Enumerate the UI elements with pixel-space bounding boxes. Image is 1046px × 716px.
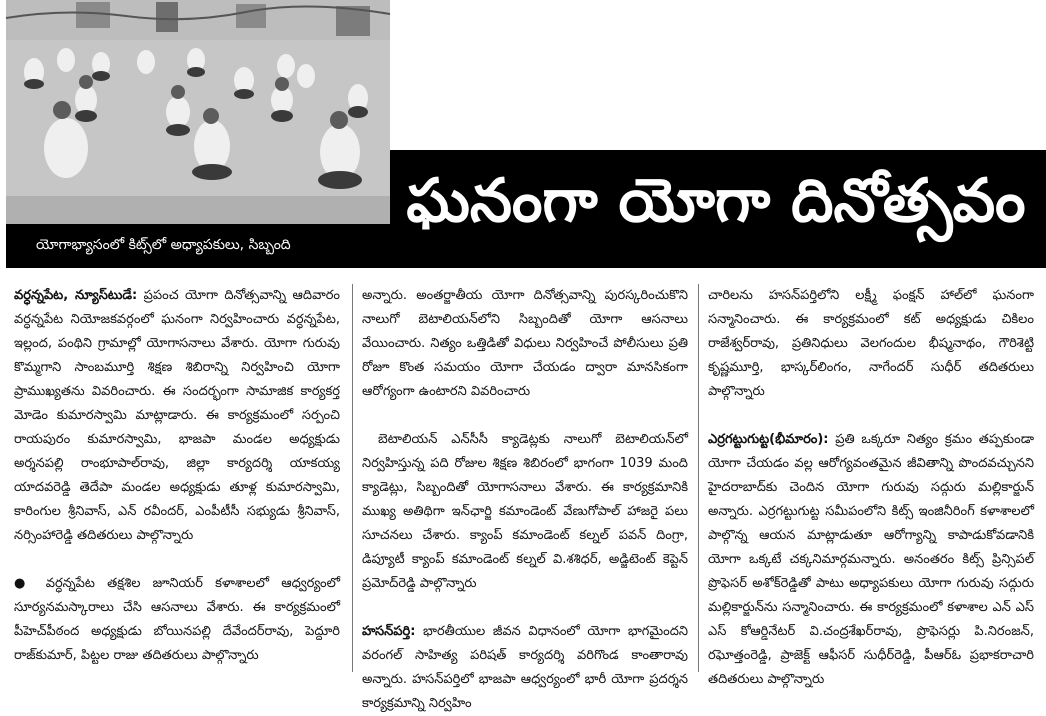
paragraph-text: ప్రపంచ యోగా దినోత్సవాన్ని ఆదివారం వర్ధన్నపేట నియోజకవర్గంలో ఘనంగా నిర్వహించారు వర్ధన్నపేట, ఇల్లంద, పంథిని గ్రామాల్లో యోగాసనాలు వేశారు. యోగా గురువు కొమ్మగాని సాంబమూర్తి శిక్షణ శిబిరాన్ని నిర్వహించి యోగా ప్రాముఖ్యతను వివరించారు. ఈ సందర్భంగా సామాజిక కార్యకర్త మోడెం కుమారస్వామి మాట్లాడారు. ఈ కార్యక్రమంలో సర్పంచి రాయపురం కుమారస్వామి, భాజపా మండల అధ్యక్షుడు అర్శనపల్లి రాంభూపాల్‌రావు, జిల్లా కార్యదర్శి యాకయ్య యాదవరెడ్డి తెదేపా మండల అధ్యక్షుడు తూళ్ల కుమారస్వామి, కారింగుల శ్రీనివాస్, ఎన్ రవీందర్, ఎంపీటీసీ సభ్యుడు శ్రీనివాస్, నర్సింహారెడ్డి తదితరులు పాల్గొన్నారు [14,288,340,543]
photo-caption: యోగాభ్యాసంలో కిట్స్‌లో అధ్యాపకులు, సిబ్బంది [36,237,291,253]
paragraph-text: భారతీయుల జీవన విధానంలో యోగా భాగమైందని వరంగల్ సాహిత్య పరిషత్ కార్యదర్శి వరిగొండ కాంతారావు అన్నారు. హసన్‌పర్తిలో భాజపా ఆధ్వర్యంలో భారీ యోగా ప్రదర్శన కార్యక్రమాన్ని నిర్వహిం [362,624,688,711]
yoga-photo-illustration [6,0,390,224]
paragraph [362,620,688,716]
dateline: వర్ధన్నపేట, న్యూస్‌టుడే: [14,288,138,303]
yoga-photo [6,0,390,224]
dateline: హసన్‌పర్తి: [362,624,416,639]
paragraph [708,428,1034,692]
paragraph: ● వర్ధన్నపేట తక్షశిల జూనియర్ కళాశాలలో ఆధ్వర్యంలో సూర్యనమస్కారాలు చేసి ఆసనాలు వేశారు. ఈ కార్యక్రమంలో పీహెచ్‌పీఠంద అధ్యక్షుడు బోయినపల్లి దేవేందర్‌రావు, పెద్దూరి రాజ్‌కుమార్, పిట్టల రాజు తదితరులు పాల్గొన్నారు [14,576,340,663]
headline: ఘనంగా యోగా దినోత్సవం [406,166,1026,236]
column-divider [698,284,699,672]
paragraph [14,284,340,548]
article-column-1 [14,284,340,672]
dateline: ఎర్రగట్టుగుట్ట(భీమారం): [708,432,829,447]
paragraph: బెటాలియన్ ఎన్‌సీసీ క్యాడెట్లకు నాలుగో బెటాలియన్‌లో నిర్వహిస్తున్న పది రోజుల శిక్షణ శిబిరంలో భాగంగా 1039 మంది క్యాడెట్లు, సిబ్బందితో యోగాసనాలు వేశారు. ఈ కార్యక్రమానికి ముఖ్య అతిథిగా ఇన్‌ఛార్జి కమాండెంట్ వేణుగోపాల్ హాజరై పలు సూచనలు చేశారు. క్యాంప్ కమాండెంట్ కల్నల్ పవన్ దింగ్రా, డిప్యూటీ క్యాంప్ కమాండెంట్ కల్నల్ వి.శశిధర్, అడ్జిటెంట్ కెప్టెన్ ప్రమోద్‌రెడ్డి పాల్గొన్నారు [362,432,688,591]
article-body [14,284,1038,711]
paragraph: అన్నారు. అంతర్జాతీయ యోగా దినోత్సవాన్ని పురస్కరించుకొని నాలుగో బెటాలియన్‌లోని సిబ్బందితో యోగా ఆసనాలు వేయించారు. నిత్యం ఒత్తిడితో విధులు నిర్వహించే పోలీసులు ప్రతి రోజూ కొంత సమయం యోగా చేయడం ద్వారా మానసికంగా ఆరోగ్యంగా ఉంటారని వివరించారు [362,288,688,399]
paragraph-text: ప్రతి ఒక్కరూ నిత్యం క్రమం తప్పకుండా యోగా చేయడం వల్ల ఆరోగ్యవంతమైన జీవితాన్ని పొందవచ్చునని హైదరాబాద్‌కు చెందిన యోగా గురువు సద్గురు మల్లికార్జున్ అన్నారు. ఎర్రగట్టుగుట్ట సమీపంలోని కిట్స్ ఇంజినీరింగ్ కళాశాలలో పాల్గొన్న ఆయన మాట్లాడుతూ ఆరోగ్యాన్ని కాపాడుకోవడానికి యోగా ఒక్కటే చక్కనిమార్గమన్నారు. అనంతరం కిట్స్ ప్రిన్సిపల్ ప్రొఫెసర్ అశోక్‌రెడ్డితో పాటు అధ్యాపకులు యోగా గురువు సద్గురు మల్లికార్జున్‌ను సన్మానించారు. ఈ కార్యక్రమంలో కళాశాల ఎన్ ఎస్ ఎస్ కోఆర్డినేటర్ వి.చంద్రశేఖర్‌రావు, ప్రొఫెసర్లు పి.నిరంజన్, రఘోత్తంరెడ్డి, ప్రాజెక్ట్ ఆఫీసర్ సుధీర్‌రెడ్డి, పీఆర్‌ఓ ప్రభాకరాచారి తదితరులు పాల్గొన్నారు [708,432,1034,687]
paragraph: చారిలను హసన్‌పర్తిలోని లక్ష్మీ ఫంక్షన్ హాల్‌లో ఘనంగా సన్మానించారు. ఈ కార్యక్రమంలో కట్ అధ్యక్షుడు చికిలం రాజేశ్వర్‌రావు, ప్రతినిధులు వెలగందుల భీష్మనాథం, గౌరిశెట్టి కృష్ణమూర్తి, భాస్కర్‌లింగం, నాగేందర్ సుధీర్ తదితరులు పాల్గొన్నారు [708,288,1034,399]
article-column-2 [362,284,688,711]
column-divider [352,284,353,672]
article-column-3 [708,284,1034,687]
